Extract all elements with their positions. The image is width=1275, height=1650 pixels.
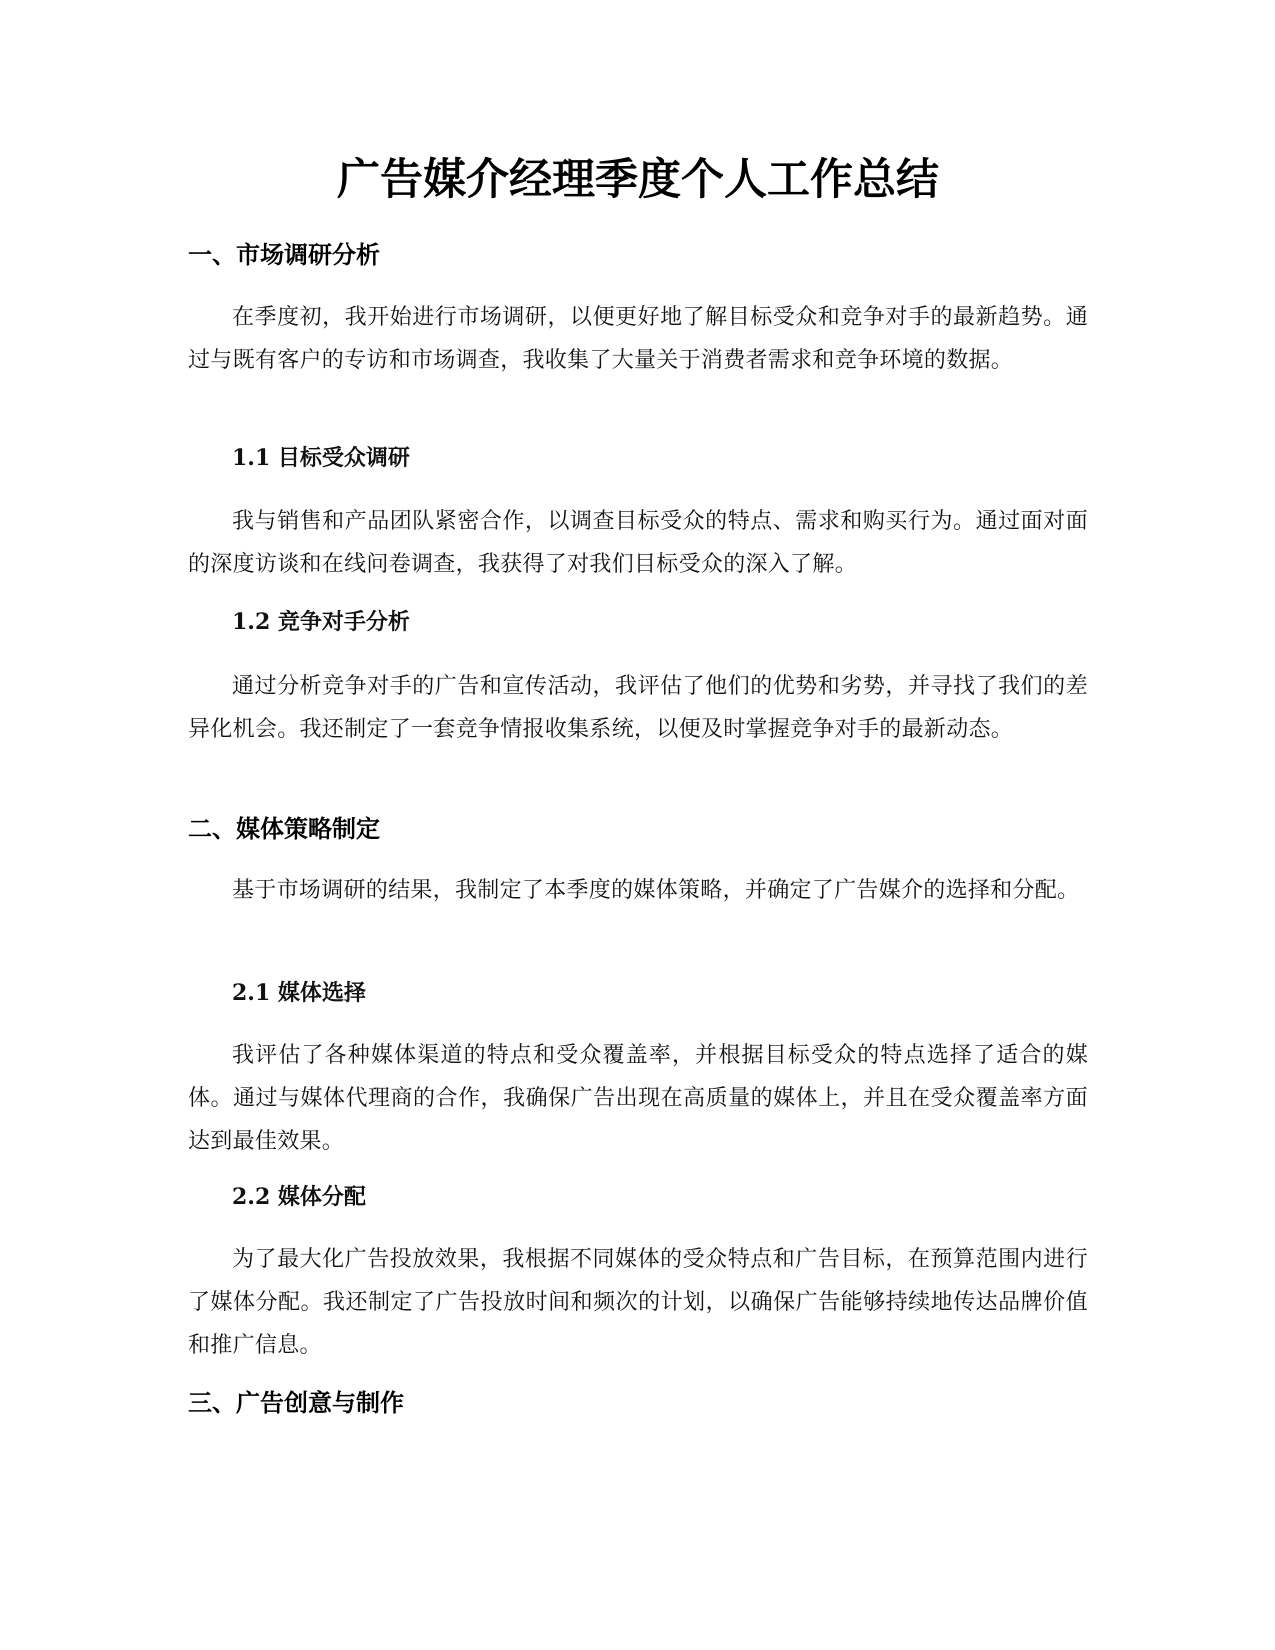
document-title: 广告媒介经理季度个人工作总结 bbox=[337, 155, 939, 205]
section-intro-media-strategy: 基于市场调研的结果，我制定了本季度的媒体策略，并确定了广告媒介的选择和分配。 bbox=[232, 878, 1080, 903]
paragraph-media-selection: 我评估了各种媒体渠道的特点和受众覆盖率，并根据目标受众的特点选择了适合的媒体。通过与媒体代理商的合作，我确保广告出现在高质量的媒体上，并且在受众覆盖率方面达到最佳效果。 bbox=[188, 1043, 1088, 1154]
paragraph-competitor-analysis: 通过分析竞争对手的广告和宣传活动，我评估了他们的优势和劣势，并寻找了我们的差异化机会。我还制定了一套竞争情报收集系统，以便及时掌握竞争对手的最新动态。 bbox=[188, 674, 1088, 742]
section-heading-media-strategy: 二、媒体策略制定 bbox=[188, 815, 380, 843]
paragraph-target-audience: 我与销售和产品团队紧密合作，以调查目标受众的特点、需求和购买行为。通过面对面的深度访谈和在线问卷调查，我获得了对我们目标受众的深入了解。 bbox=[188, 509, 1088, 577]
paragraph-media-allocation: 为了最大化广告投放效果，我根据不同媒体的受众特点和广告目标，在预算范围内进行了媒体分配。我还制定了广告投放时间和频次的计划，以确保广告能够持续地传达品牌价值和推广信息。 bbox=[188, 1247, 1088, 1358]
subheading-media-selection: 2.1 媒体选择 bbox=[232, 980, 366, 1006]
subheading-competitor-analysis: 1.2 竞争对手分析 bbox=[232, 609, 410, 635]
subheading-target-audience: 1.1 目标受众调研 bbox=[232, 445, 410, 471]
subheading-media-allocation: 2.2 媒体分配 bbox=[232, 1184, 366, 1210]
section-intro-market-research: 在季度初，我开始进行市场调研，以便更好地了解目标受众和竞争对手的最新趋势。通过与既有客户的专访和市场调查，我收集了大量关于消费者需求和竞争环境的数据。 bbox=[188, 305, 1088, 373]
section-heading-market-research: 一、市场调研分析 bbox=[188, 241, 380, 269]
section-heading-ad-creative: 三、广告创意与制作 bbox=[188, 1389, 404, 1417]
